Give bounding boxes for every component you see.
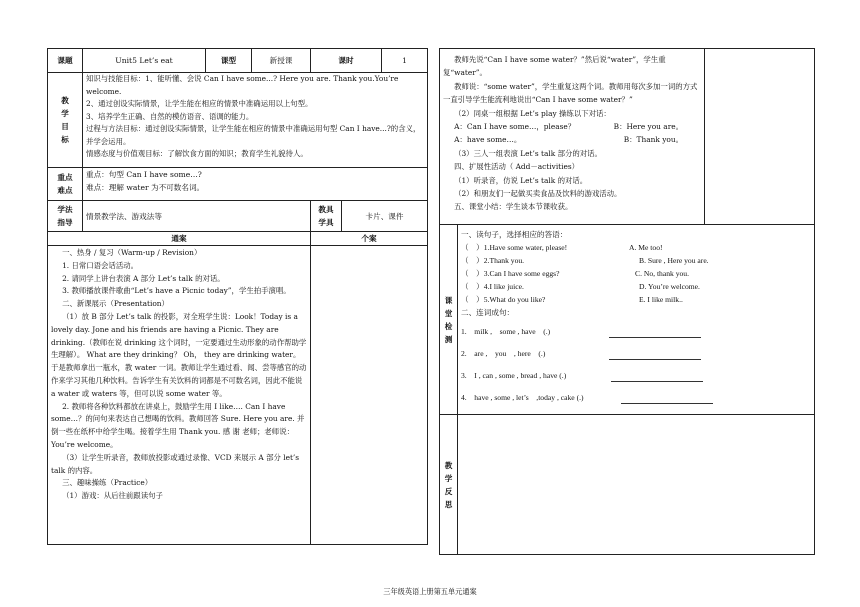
dialog-a-2: A：have some…。 — [454, 135, 522, 145]
lesson-type-label: 课型 — [206, 49, 252, 73]
continued-line: 四、扩展性活动（ Add－activities） — [454, 162, 580, 172]
check-label: 课 堂 检 测 — [440, 225, 458, 415]
dialog-a-1: A：Can I have some…，please？ — [454, 122, 576, 132]
goals-content — [83, 73, 428, 168]
dialog-b-2: B：Thank you。 — [623, 135, 683, 145]
continued-line: 五、课堂小结：学生谈本节课收获。 — [454, 202, 573, 212]
word-order-item: 1. milk , some , have (.) — [461, 319, 811, 341]
tools-value: 卡片、课件 — [342, 201, 428, 232]
plan-line: 2. 请同学上讲台表演 A 部分 Let’s talk 的对话。 — [62, 273, 225, 283]
continued-line: （1）听录音，仿说 Let’s talk 的对话。 — [454, 175, 588, 185]
goal-line: 情感态度与价值观目标：了解饮食方面的知识；教育学生礼貌待人。 — [86, 149, 308, 158]
goals-label: 教 学 目 标 — [48, 73, 83, 168]
answer-blank[interactable] — [611, 372, 703, 382]
match-item: （ ）4.I like juice. D. You’re welcome. — [461, 282, 700, 291]
answer-blank[interactable] — [621, 394, 713, 404]
continued-line: （2）和朋友们一起做买卖食品及饮料的游戏活动。 — [454, 189, 622, 199]
reflection-label: 教 学 反 思 — [440, 415, 458, 555]
tools-label: 教具 学具 — [311, 201, 342, 232]
plan-line: 二、新课展示（Presentation） — [62, 299, 169, 309]
dialog-b-1: B：Here you are。 — [613, 122, 683, 132]
check-section1-title: 一、读句子，选择相应的答语： — [461, 230, 568, 239]
hours-value: 1 — [382, 49, 428, 73]
word-order-item: 2. are , you , here (.) — [461, 341, 811, 363]
keypoints-label: 重点 难点 — [48, 168, 83, 201]
continued-personal-cell — [705, 49, 815, 225]
goal-line: 2、通过创设实际情景，让学生能在相应的情景中准确运用以上句型。 — [86, 99, 313, 108]
check-section2-title: 二、连词成句： — [461, 308, 515, 317]
plan-line: 2. 教师将各种饮料都放在讲桌上，鼓励学生用 I like…. Can I have some…？的问句来表达自己想喝的饮料。教师回答 Sure. Here you are. 并倒一些在纸杯中给学生喝。接着学生用 Thank you. 感 谢 老师；老师说：You’re welcome。 — [51, 401, 305, 449]
check-content — [458, 225, 815, 415]
goal-line: 3、培养学生正确、自然的模仿语音、语调的能力。 — [86, 111, 254, 121]
continued-line: （2）同桌一组根据 Let’s play 操练以下对话： — [454, 108, 611, 118]
match-answer: E. I like milk.. — [639, 295, 683, 304]
match-answer: A. Me too! — [629, 243, 663, 252]
reflection-content — [458, 415, 815, 555]
methods-label: 学法 指导 — [48, 201, 83, 232]
match-answer: B. Sure , Here you are. — [639, 256, 709, 265]
word-order-item: 3. I , can , some , bread , have (.) — [461, 363, 811, 385]
lesson-type-value: 新授课 — [252, 49, 311, 73]
match-item: （ ）3.Can I have some eggs? C. No, thank you. — [461, 269, 689, 278]
answer-blank[interactable] — [609, 350, 701, 360]
continued-line: 教师先说“Can I have some water？”然后说“water”，学生重复“water”。 — [443, 55, 666, 78]
plan-line: （1）游戏：从后往前跟读句子 — [62, 491, 163, 501]
personal-plan-label: 个案 — [311, 232, 428, 246]
plan-line: 一、热身 / 复习（Warm-up / Revision） — [62, 248, 202, 257]
match-answer: D. You’re welcome. — [639, 282, 700, 291]
continued-line — [443, 120, 701, 133]
page-footer: 三年级英语上册第五单元通案 — [383, 587, 477, 596]
personal-plan-content — [311, 246, 428, 545]
goal-line: 过程与方法目标：通过创设实际情景，让学生能在相应的情景中准确运用句型 Can I have...?的含义，并学会运用。 — [86, 124, 421, 146]
plan-line: （3）让学生听录音，教师放投影或通过录像、VCD 来展示 A 部分 let’s talk 的内容。 — [51, 452, 300, 475]
match-item: （ ）5.What do you like? E. I like milk.. — [461, 295, 683, 304]
continued-line — [443, 133, 701, 146]
plan-line: 3. 教师播放课件歌曲“Let’s have a Picnic today”，学生拍手演唱。 — [62, 286, 291, 296]
common-plan-label: 通案 — [48, 232, 311, 246]
match-item: （ ）1.Have some water, please! A. Me too! — [461, 243, 663, 252]
right-lesson-table — [439, 48, 815, 555]
keypoints-content — [83, 168, 428, 201]
topic-label: 课题 — [48, 49, 83, 73]
match-item: （ ）2.Thank you. B. Sure , Here you are. — [461, 256, 709, 265]
word-order-item: 4. have , some , let’s ,today , cake (.) — [461, 385, 811, 407]
keypoint-line: 难点：理解 water 为不可数名词。 — [86, 183, 205, 192]
topic-value: Unit5 Let’s eat — [83, 49, 206, 73]
keypoint-line: 重点：句型 Can I have some…? — [86, 170, 202, 179]
hours-label: 课时 — [311, 49, 382, 73]
common-plan-content — [48, 246, 311, 545]
left-lesson-table — [47, 48, 428, 545]
plan-line: 三、趣味操练（Practice） — [62, 478, 153, 488]
goal-line: 知识与技能目标：1、能听懂、会说 Can I have some...? Here you are. Thank you.You’re welcome. — [86, 74, 399, 96]
answer-blank[interactable] — [609, 328, 701, 338]
continued-plan-content — [440, 49, 705, 225]
plan-line: 1. 日常口语会话活动。 — [62, 260, 139, 270]
continued-line: （3）三人一组表演 Let’s talk 部分的对话。 — [454, 148, 602, 158]
methods-value: 情景教学法、游戏法等 — [83, 201, 311, 232]
continued-line: 教师说：“some water”，学生重复这两个词。教师用每次多加一词的方式一直引导学生能流利地说出“Can I have some water？” — [443, 81, 698, 105]
match-answer: C. No, thank you. — [635, 269, 689, 278]
plan-line: （1）放 B 部分 Let’s talk 的投影，对全班学生说：Look！Today is a lovely day. Jone and his friends are having a Picnic. They are drinking.（教师在说 drinking 这个词时，一定要通过生动形象的动作帮助学生理解）。 What are they drinking？ Oh， they are drinking water。于是教师拿出一瓶水，教 water 一词。教师让学生通过看、闻、尝等感官的动作来学习其他几种饮料。告诉学生有关饮料的词都是不可数名词，因此不能说 a water 或 waters 等，但可以说 some water 等。 — [51, 311, 307, 398]
